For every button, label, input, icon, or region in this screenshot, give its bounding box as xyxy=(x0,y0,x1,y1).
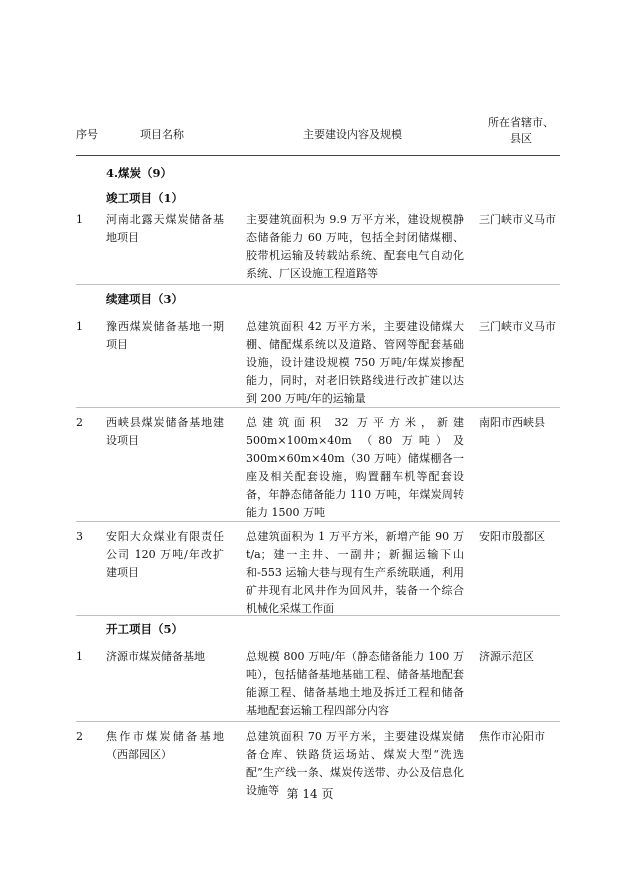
header-project-name: 项目名称 xyxy=(140,128,184,141)
row-location: 焦作市沁阳市 xyxy=(479,730,545,743)
row-divider xyxy=(76,615,560,616)
row-seq: 1 xyxy=(76,213,83,226)
header-rule xyxy=(76,155,560,156)
row-location: 三门峡市义马市 xyxy=(479,320,556,333)
header-main-content: 主要建设内容及规模 xyxy=(303,128,402,141)
row-divider xyxy=(76,521,560,522)
row-location: 南阳市西峡县 xyxy=(479,416,545,429)
row-divider xyxy=(76,721,560,722)
row-location: 济源示范区 xyxy=(479,650,534,663)
row-location: 安阳市殷都区 xyxy=(479,530,545,543)
row-seq: 1 xyxy=(76,650,83,663)
row-content: 总建筑面积 70 万平方米，主要建设煤炭储备仓库、铁路货运场站、煤炭大型“洗选配”生产线一条、煤炭传送带、办公及信息化设施等 xyxy=(246,730,464,797)
row-seq: 1 xyxy=(76,320,83,333)
row-seq: 2 xyxy=(76,416,83,429)
row-content: 总规模 800 万吨/年（静态储备能力 100 万吨），包括储备基地基础工程、储备基地配套能源工程、储备基地土地及拆迁工程和储备基地配套运输工程四部分内容 xyxy=(246,650,464,717)
page-number: 第 14 页 xyxy=(286,787,334,801)
row-project-name: 豫西煤炭储备基地一期项目 xyxy=(106,320,224,351)
section-starting: 开工项目（5） xyxy=(106,622,184,636)
header-seq: 序号 xyxy=(76,128,98,141)
row-content: 总建筑面积 32 万平方米，新建 500m×100m×40m （80 万吨）及 300m×60m×40m（30 万吨）储煤棚各一座及相关配套设施，购置翻车机等配套设备，年静态储备能力 110 万吨，年煤炭周转能力 1500 万吨 xyxy=(246,416,464,519)
row-seq: 2 xyxy=(76,730,83,743)
header-location-line1: 所在省辖市、 xyxy=(488,116,554,129)
row-seq: 3 xyxy=(76,530,83,543)
row-content: 总建筑面积 42 万平方米，主要建设储煤大棚、储配煤系统以及道路、管网等配套基础设施，设计建设规模 750 万吨/年煤炭掺配能力，同时，对老旧铁路线进行改扩建以达到 200 万吨/年的运输量 xyxy=(246,320,464,405)
row-content: 主要建筑面积为 9.9 万平方米，建设规模静态储备能力 60 万吨，包括全封闭储煤棚、胶带机运输及转载站系统、配套电气自动化系统、厂区设施工程道路等 xyxy=(246,213,464,280)
row-project-name: 河南北露天煤炭储备基地项目 xyxy=(106,213,224,244)
category-title: 4.煤炭（9） xyxy=(106,166,173,180)
header-location-line2: 县区 xyxy=(510,132,532,145)
row-divider xyxy=(76,284,560,285)
row-location: 三门峡市义马市 xyxy=(479,213,556,226)
row-divider xyxy=(76,407,560,408)
row-project-name: 焦作市煤炭储备基地（西部园区） xyxy=(106,730,224,761)
section-completed: 竣工项目（1） xyxy=(106,191,184,205)
row-project-name: 安阳大众煤业有限责任公司 120 万吨/年改扩建项目 xyxy=(106,530,224,579)
row-project-name: 济源市煤炭储备基地 xyxy=(106,650,205,663)
row-content: 总建筑面积为 1 万平方米，新增产能 90 万 t/a；建一主井、一副井；新掘运输下山和-553 运输大巷与现有生产系统联通，利用矿井现有北风井作为回风井，装备一个综合机械化采煤工作面 xyxy=(246,530,464,615)
section-continuing: 续建项目（3） xyxy=(106,292,184,306)
row-project-name: 西峡县煤炭储备基地建设项目 xyxy=(106,416,224,447)
header-location xyxy=(476,115,566,147)
